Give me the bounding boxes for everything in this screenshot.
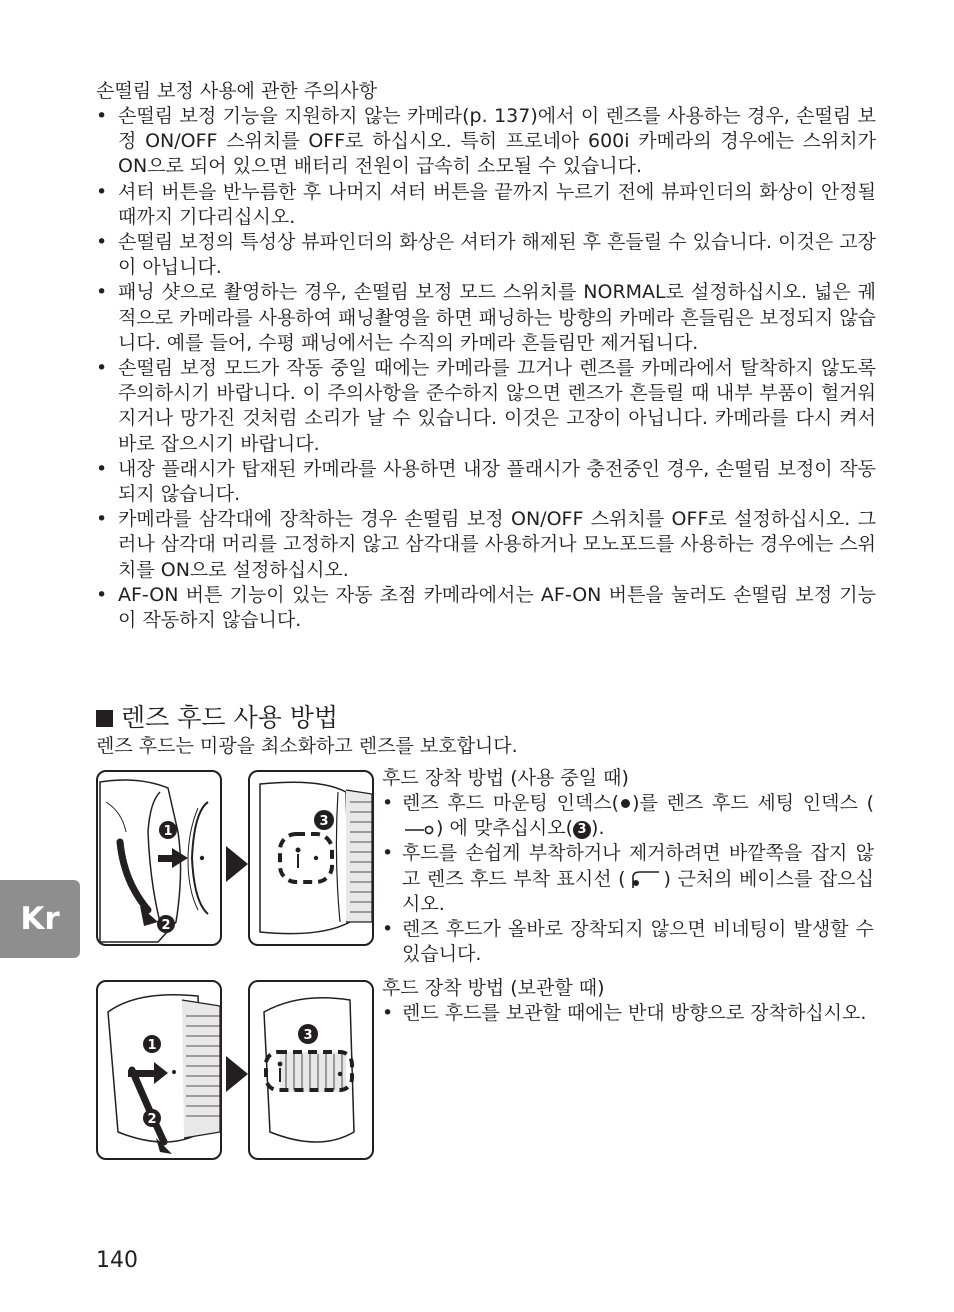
use-item-1-text-b: )를 렌즈 후드 세팅 인덱스 ( <box>632 792 874 814</box>
callout-1-label: 1 <box>163 824 173 839</box>
caution-item: • 카메라를 삼각대에 장착하는 경우 손떨림 보정 ON/OFF 스위치를 OFF로 설정하십시오. 그러나 삼각대 머리를 고정하지 않고 삼각대를 사용하거나 모노포드를 사용하는 경우에는 스위치를 ON으로 설정하십시오. <box>96 507 876 583</box>
section-title <box>96 702 338 734</box>
step-arrow-icon <box>226 1056 248 1092</box>
use-item-1-text-d: ). <box>591 817 605 840</box>
use-item-2-text-a: 후드를 손쉽게 부착하거나 제거하려면 바깥쪽을 잡지 않고 렌즈 후드 부착 표시선 ( <box>402 842 874 890</box>
caution-item: • 손떨림 보정 모드가 작동 중일 때에는 카메라를 끄거나 렌즈를 카메라에서 탈착하지 않도록 주의하시기 바랍니다. 이 주의사항을 준수하지 않으면 렌즈가 흔들릴 때 내부 부품이 헐거워지거나 망가진 것처럼 소리가 날 수 있습니다. 이것은 고장이 아닙니다. 카메라를 다시 켜서 바로 잡으시기 바랍니다. <box>96 356 876 457</box>
caution-item: • 내장 플래시가 탑재된 카메라를 사용하면 내장 플래시가 충전중인 경우, 손떨림 보정이 작동되지 않습니다. <box>96 457 876 507</box>
use-list <box>382 791 874 967</box>
use-item-2 <box>382 841 874 917</box>
hood-reversed-illustration <box>250 982 372 1158</box>
use-title: 후드 장착 방법 (사용 중일 때) <box>382 767 629 789</box>
storage-title: 후드 장착 방법 (보관할 때) <box>382 977 605 999</box>
use-item-1-text-a: 렌즈 후드 마운팅 인덱스( <box>402 792 620 814</box>
section-square-icon <box>96 710 113 727</box>
mounting-index-icon <box>621 799 630 808</box>
hood-storage-figure-2 <box>248 980 374 1160</box>
callout-1-label: 1 <box>147 1038 157 1053</box>
callout-3-label: 3 <box>319 814 329 829</box>
section-intro: 렌즈 후드는 미광을 최소화하고 렌즈를 보호합니다. <box>96 735 518 757</box>
storage-instructions <box>382 976 874 1026</box>
caution-item: • 손떨림 보정의 특성상 뷰파인더의 화상은 셔터가 해제된 후 흔들릴 수 있습니다. 이것은 고장이 아닙니다. <box>96 230 876 280</box>
step-arrow-icon <box>226 846 248 882</box>
callout-2-label: 2 <box>147 1112 157 1127</box>
use-instructions <box>382 766 874 967</box>
attachment-mark-icon <box>630 869 660 889</box>
hood-storage-figure-1 <box>96 980 222 1160</box>
hood-reverse-illustration <box>98 982 220 1158</box>
callout-2-label: 2 <box>161 918 171 933</box>
callout-3-label: 3 <box>303 1028 313 1043</box>
use-item-1 <box>382 791 874 841</box>
hood-attach-figure-1 <box>96 770 222 946</box>
use-item-1-text-c: ) 에 맞추십시오( <box>436 817 574 840</box>
language-tab: Kr <box>0 880 80 958</box>
use-item-3: • 렌즈 후드가 올바로 장착되지 않으면 비네팅이 발생할 수 있습니다. <box>382 917 874 967</box>
caution-item: • AF-ON 버튼 기능이 있는 자동 초점 카메라에서는 AF-ON 버튼을 눌러도 손떨림 보정 기능이 작동하지 않습니다. <box>96 583 876 633</box>
caution-item: • 손떨림 보정 기능을 지원하지 않는 카메라(p. 137)에서 이 렌즈를 사용하는 경우, 손떨림 보정 ON/OFF 스위치를 OFF로 하십시오. 특히 프로네아 600i 카메라의 경우에는 스위치가 ON으로 되어 있으면 배터리 전원이 급속히 소모될 수 있습니다. <box>96 104 876 180</box>
setting-index-icon <box>404 822 434 836</box>
caution-title: 손떨림 보정 사용에 관한 주의사항 <box>96 80 378 102</box>
section-title-text: 렌즈 후드 사용 방법 <box>121 703 339 732</box>
storage-list <box>382 1001 874 1026</box>
caution-list <box>96 104 876 633</box>
hood-attached-illustration <box>250 772 372 944</box>
storage-item-1: • 렌드 후드를 보관할 때에는 반대 방향으로 장착하십시오. <box>382 1001 874 1026</box>
page-number: 140 <box>96 1248 138 1273</box>
caution-item: • 셔터 버튼을 반누름한 후 나머지 셔터 버튼을 끝까지 누르기 전에 뷰파인더의 화상이 안정될 때까지 기다리십시오. <box>96 180 876 230</box>
hood-attach-figure-2 <box>248 770 374 946</box>
callout-3-icon: 3 <box>573 821 591 839</box>
use-item-2-text-b: ) 근처의 베이스를 잡으십시오. <box>402 867 874 915</box>
caution-item: • 패닝 샷으로 촬영하는 경우, 손떨림 보정 모드 스위치를 NORMAL로 설정하십시오. 넓은 궤적으로 카메라를 사용하여 패닝촬영을 하면 패닝하는 방향의 카메라 흔들림은 보정되지 않습니다. 예를 들어, 수평 패닝에서는 수직의 카메라 흔들림만 제거됩니다. <box>96 280 876 356</box>
hood-attach-illustration <box>98 772 220 944</box>
